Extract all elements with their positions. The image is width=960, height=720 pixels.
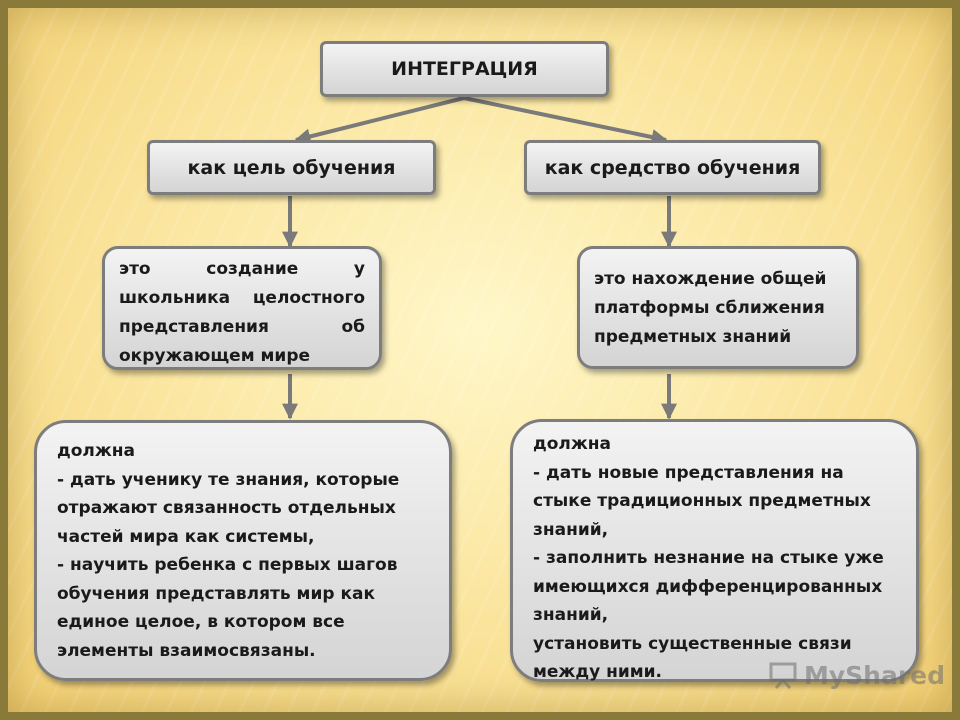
goal-definition [102,246,382,370]
means-tasks [510,419,919,682]
goal-node [147,140,436,195]
arrow-root-to-means [464,98,666,140]
means-definition-text: это нахождение общей платформы сближения предметных знаний [594,269,827,347]
root-node [320,41,609,97]
slide [8,8,952,712]
goal-tasks [34,420,452,681]
arrow-root-to-goal [296,98,464,140]
means-tasks-text: должна - дать новые представления на стыке традиционных предметных знаний, - заполнить незнание на стыке уже имеющихся дифференцированных знаний, установить существенные связи между ними. [533,434,884,682]
goal-label: как цель обучения [187,156,396,179]
root-label: ИНТЕГРАЦИЯ [391,58,538,80]
presentation-icon [768,660,798,690]
watermark [768,660,945,690]
watermark-text: MyShared [804,660,946,690]
goal-definition-text: это создание у школьника целостного представления об окружающем мире [119,259,365,366]
goal-tasks-text: должна - дать ученику те знания, которые отражают связанность отдельных частей мира как системы, - научить ребенка с первых шагов обучения представлять мир как единое целое, в котором все элементы взаимосвязаны. [57,441,400,661]
means-definition [577,246,859,369]
means-node [524,140,821,195]
means-label: как средство обучения [544,156,801,179]
